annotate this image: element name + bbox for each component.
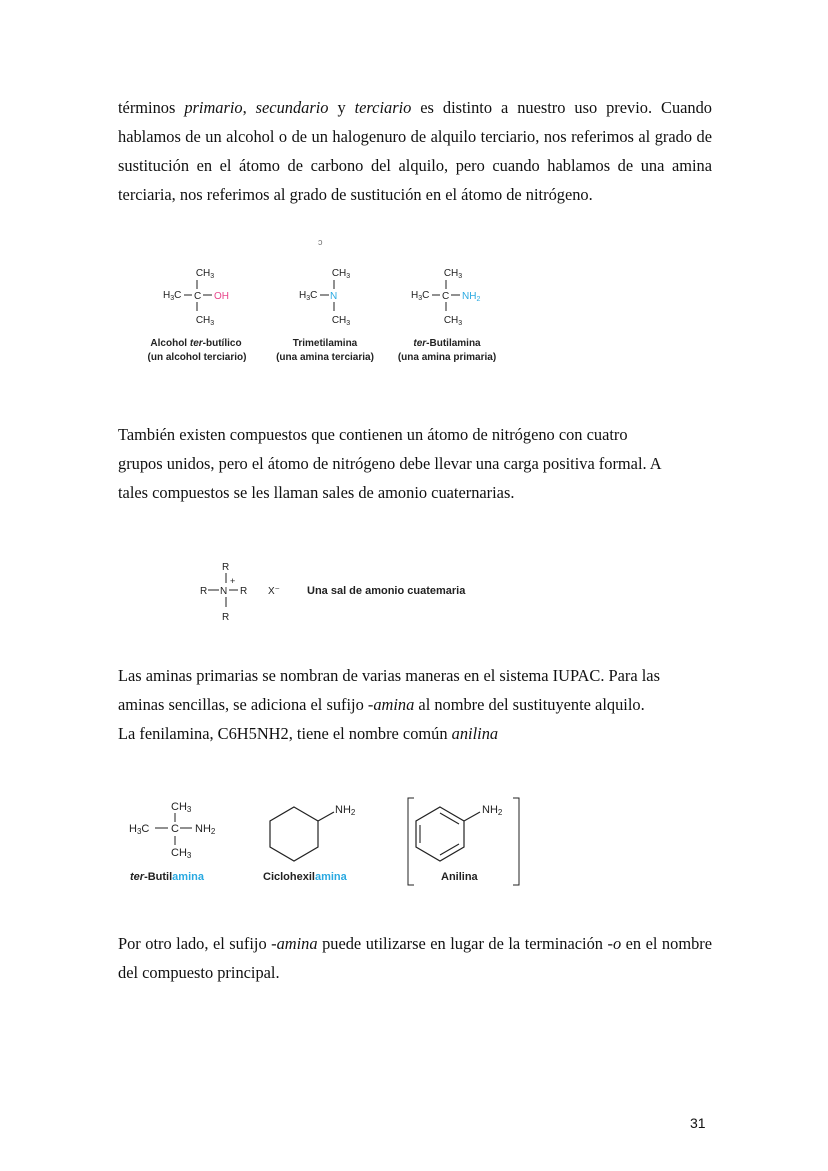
compound-name: Trimetilamina: [292, 338, 358, 349]
atom-bottom: $CH_3$: [443, 315, 463, 327]
cyclohexane-ring: [270, 807, 318, 861]
paragraph-line: También existen compuestos que contienen un átomo de nitrógeno con cuatro: [118, 425, 628, 444]
atom-left: H3C: [129, 823, 150, 836]
positive-charge: +: [230, 576, 236, 586]
amino-group: NH2: [482, 804, 503, 817]
paragraph-line: tales compuestos se les llaman sales de amonio cuaternarias.: [118, 483, 515, 502]
text-run: aminas sencillas, se adiciona el sufijo: [118, 695, 368, 714]
structure-trimethylamine: [276, 268, 374, 363]
text-run: La fenilamina, C6H5NH2, tiene el nombre común: [118, 724, 452, 743]
atom-bottom: $CH_3$: [331, 315, 351, 327]
counter-anion: X⁻: [268, 586, 280, 597]
atom-left: $H_3C$: [411, 290, 430, 302]
stray-mark: ɔ: [318, 237, 323, 247]
group-ch3-top: CH: [195, 268, 211, 279]
paragraph-2: [118, 420, 712, 507]
amino-group: NH2: [335, 804, 356, 817]
benzene-ring: [416, 807, 464, 861]
italic-term-anilina: anilina: [451, 724, 499, 743]
text-run: y: [328, 98, 355, 117]
compound-note: (una amina terciaria): [276, 352, 374, 363]
text-run: al nombre del sustituyente alquilo.: [414, 695, 645, 714]
atom-left: $H_3C$: [299, 290, 318, 302]
figure-caption: Una sal de amonio cuatemaria: [307, 585, 466, 597]
compound-name: Anilina: [441, 871, 478, 883]
paragraph-line: Las aminas primarias se nombran de varias maneras en el sistema IUPAC. Para las: [118, 666, 660, 685]
italic-ending-o: -o: [607, 934, 622, 953]
figure-compounds-comparison: [0, 235, 828, 375]
atom-top: $CH_3$: [195, 268, 215, 280]
compound-name: ter-Butilamina: [413, 338, 481, 349]
atom-top: CH3: [171, 801, 192, 814]
figure-quaternary-ammonium-salt: [0, 558, 828, 628]
nitrogen-atom: N: [220, 586, 228, 597]
hydroxyl-group: OH: [214, 291, 229, 302]
italic-suffix-amina: -amina: [367, 695, 415, 714]
bracket-right: [513, 798, 519, 885]
text-run: es distinto a nuestro uso previo. Cuando hablamos de un alcohol o de un halogenuro de alquilo terciario, nos referimos al grado de sustitución en el átomo de carbono del alquilo, pero cuando hablamos de una amina terciaria, nos referimos al grado de sustitución en el átomo de nitrógeno.: [118, 98, 713, 204]
r-group-left: R: [200, 586, 208, 597]
bracket-left: [408, 798, 414, 885]
text-run: en el nombre del compuesto principal.: [118, 934, 712, 982]
text-run: Por otro lado, el sufijo: [118, 934, 272, 953]
paragraph-4: [118, 929, 712, 987]
paragraph-1: [118, 93, 712, 209]
italic-term-secundario: secundario: [255, 98, 329, 117]
italic-term-terciario: terciario: [354, 98, 412, 117]
paragraph-3: [118, 661, 712, 748]
structure-tert-butyl-alcohol: [148, 268, 247, 363]
text-run: ,: [242, 98, 256, 117]
atom-center: C: [194, 291, 202, 302]
figure-amine-examples: [0, 792, 828, 892]
amino-group: NH2: [195, 823, 216, 836]
compound-note: (una amina primaria): [397, 352, 497, 363]
atom-bottom: CH3: [171, 847, 192, 860]
atom-center: C: [442, 291, 450, 302]
italic-suffix-amina: -amina: [271, 934, 318, 953]
structure-aniline: [408, 798, 519, 885]
compound-note: (un alcohol terciario): [147, 352, 247, 363]
atom-top: $CH_3$: [443, 268, 463, 280]
compound-name: ter-Butilamina: [130, 871, 204, 883]
atom-left: $H_3C$: [163, 290, 182, 302]
r-group-right: R: [240, 586, 248, 597]
structure-tert-butylamine-2: [129, 801, 216, 883]
italic-term-primario: primario: [184, 98, 243, 117]
nitrogen-atom: N: [330, 291, 338, 302]
compound-name: Ciclohexilamina: [263, 871, 347, 883]
compound-name: Alcohol ter-butílico: [150, 338, 242, 349]
atom-top: $CH_3$: [331, 268, 351, 280]
page-number: 31: [690, 1115, 706, 1131]
atom-center: C: [171, 823, 179, 835]
text-run: puede utilizarse en lugar de la terminación: [317, 934, 608, 953]
structure-cyclohexylamine: [263, 804, 356, 883]
r-group-top: R: [222, 562, 230, 573]
amino-group: $NH_2$: [462, 291, 481, 303]
structure-tert-butylamine: [398, 268, 496, 363]
r-group-bottom: R: [222, 612, 230, 623]
text-run: términos: [118, 98, 185, 117]
atom-bottom: $CH_3$: [195, 315, 215, 327]
paragraph-line: grupos unidos, pero el átomo de nitrógeno debe llevar una carga positiva formal. A: [118, 454, 662, 473]
